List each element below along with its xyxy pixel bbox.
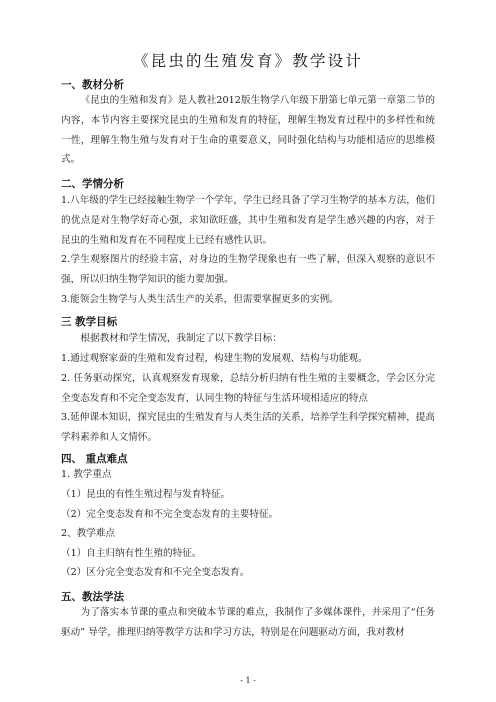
section-3-item-1: 1.通过观察家蚕的生殖和发育过程，构建生物的发展观、结构与功能观。 [61, 353, 368, 364]
key-points-label: 1. 教学重点 [61, 469, 112, 480]
section-heading-4: 四、 重点难点 [61, 453, 128, 465]
key-point-1: （1）昆虫的有性生殖过程与发育特征。 [61, 489, 231, 500]
section-3-item-3: 3.延伸课本知识，探究昆虫的生殖发育与人类生活的关系，培养学生科学探究精神，提高学科素养和人文情怀。 [61, 412, 435, 443]
section-1-paragraph: 《昆虫的生殖和发育》是人教社2012版生物学八年级下册第七单元第一章第二节的内容，本节内容主要探究昆虫的生殖和发育的特征，理解生物发育过程中的多样性和统一性，理解生物生殖与发育对于生命的重要意义，同时强化结构与功能相适应的思维模式。 [61, 95, 435, 166]
section-2-item-2: 2.学生观察图片的经验丰富，对身边的生物学现象也有一些了解，但深入观察的意识不强，所以归纳生物学知识的能力要加强。 [61, 254, 435, 285]
page-number: - 1 - [240, 676, 256, 685]
difficulties-label: 2、教学难点 [61, 528, 116, 539]
section-5-paragraph: 为了落实本节课的重点和突破本节课的难点，我制作了多媒体课件，并采用了“任务驱动” 导学，推理归纳等教学方法和学习方法，特别是在问题驱动方面，我对教材 [61, 607, 435, 638]
key-point-2: （2）完全变态发育和不完全变态发育的主要特征。 [61, 509, 279, 520]
section-heading-2: 二、学情分析 [61, 178, 124, 190]
section-heading-1: 一、教材分析 [61, 79, 124, 91]
section-heading-5: 五、教法学法 [61, 591, 124, 603]
section-heading-3: 三 教学目标 [61, 316, 118, 328]
document-title: 《昆虫的生殖发育》教学设计 [132, 52, 364, 70]
section-2-item-1: 1.八年级的学生已经接触生物学一个学年，学生已经具备了学习生物学的基本方法，他们的优点是对生物学好奇心强，求知欲旺盛，其中生殖和发育是学生感兴趣的内容，对于昆虫的生殖和发育在不同程度上已经有感性认识。 [61, 195, 435, 246]
section-3-item-2: 2. 任务驱动探究，认真观察发育现象，总结分析归纳有性生殖的主要概念，学会区分完全变态发育和不完全变态发育，认同生物的特征与生活环境相适应的特点 [61, 373, 435, 404]
difficulty-2: （2）区分完全变态发育和不完全变态发育。 [61, 567, 250, 578]
section-3-intro: 根据教材和学生情况，我制定了以下教学目标： [80, 333, 282, 344]
section-2-item-3: 3.能领会生物学与人类生活生产的关系，但需要掌握更多的实例。 [61, 294, 339, 305]
difficulty-1: （1）自主归纳有性生殖的特征。 [61, 548, 202, 559]
